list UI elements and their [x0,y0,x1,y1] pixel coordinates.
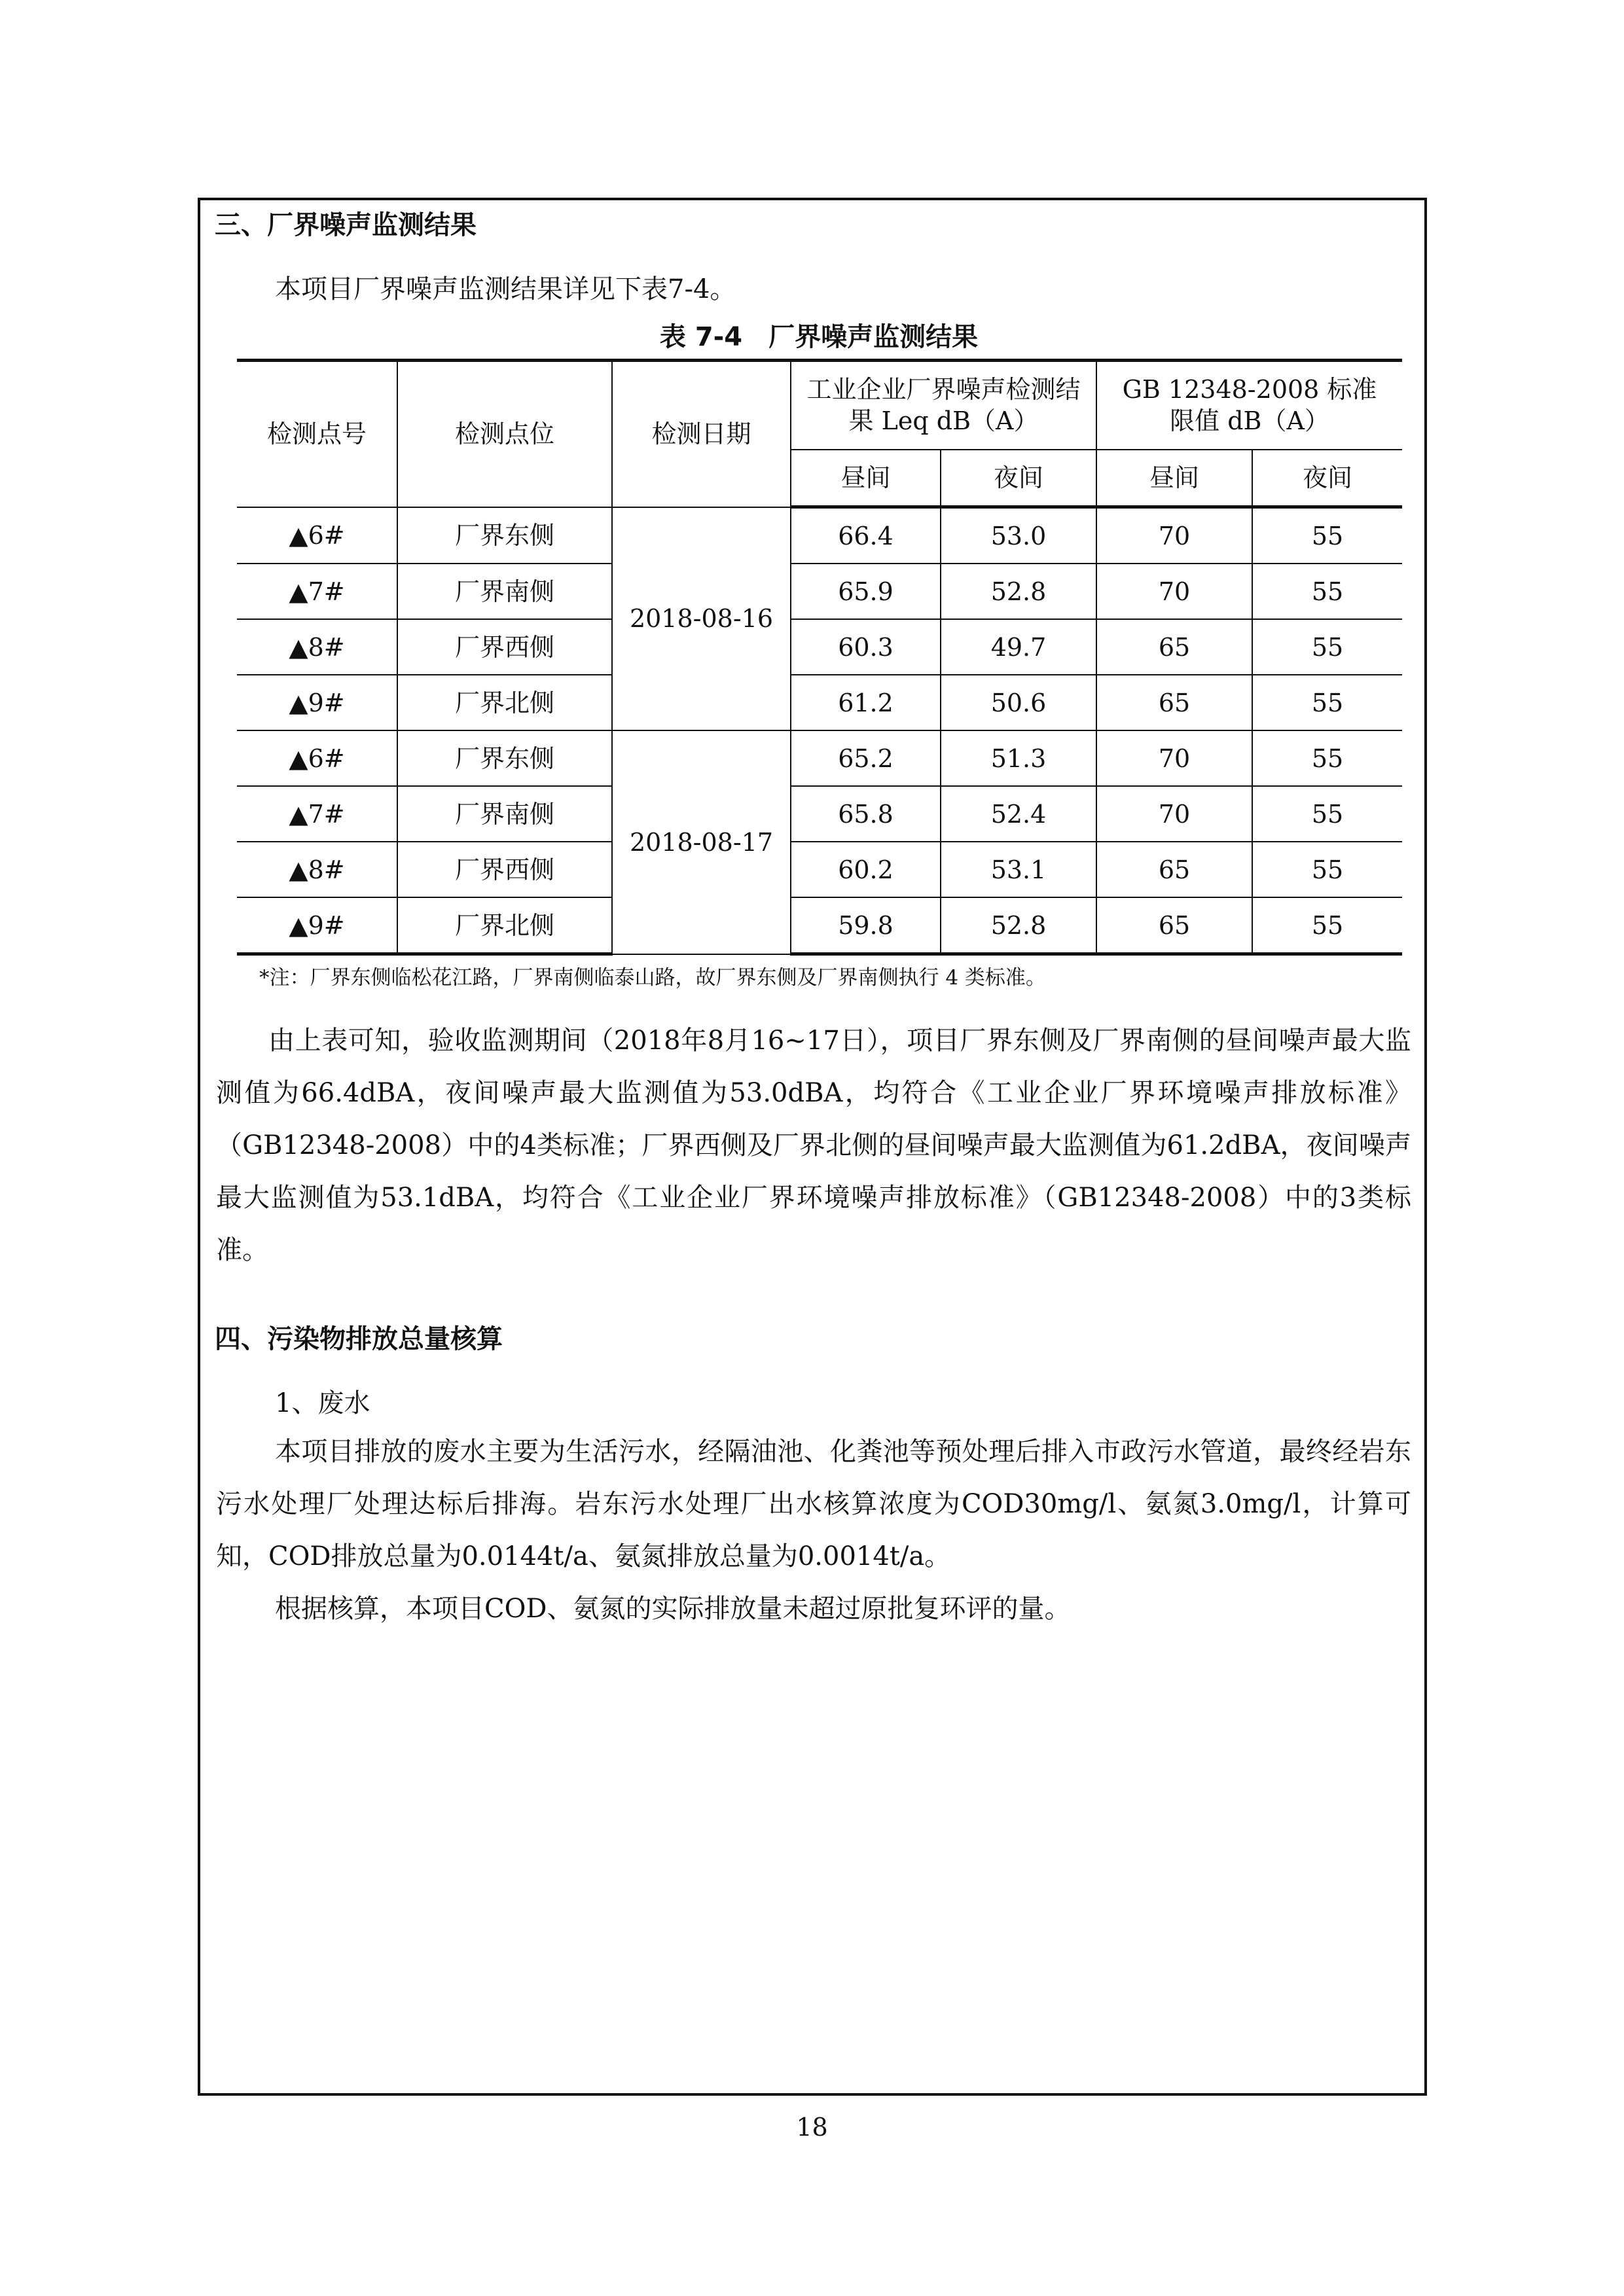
cell-location: 厂界南侧 [397,564,612,619]
table-row [237,507,1402,564]
cell-day: 61.2 [791,675,941,730]
cell-day: 60.3 [791,619,941,675]
cell-std-day: 70 [1096,507,1252,564]
cell-std-night: 55 [1252,564,1402,619]
cell-std-night: 55 [1252,730,1402,786]
header-point-no: 检测点号 [237,361,397,507]
accounting-conclusion-paragraph: 根据核算，本项目COD、氨氮的实际排放量未超过原批复环评的量。 [275,1594,1071,1624]
cell-std-night: 55 [1252,842,1402,897]
table-note: *注：厂界东侧临松花江路，厂界南侧临泰山路，故厂界东侧及厂界南侧执行 4 类标准。 [259,966,1046,990]
header-result-group: 工业企业厂界噪声检测结果 Leq dB（A） [791,361,1096,450]
section-3-heading: 三、厂界噪声监测结果 [215,210,477,240]
cell-std-day: 65 [1096,842,1252,897]
conclusion-paragraph: 由上表可知，验收监测期间（2018年8月16~17日），项目厂界东侧及厂界南侧的昼间噪声最大监测值为66.4dBA，夜间噪声最大监测值为53.0dBA，均符合《工业企业厂界环境噪声排放标准》（GB12348-2008）中的4类标准；厂界西侧及厂界北侧的昼间噪声最大监测值为61.2dBA，夜间噪声最大监测值为53.1dBA，均符合《工业企业厂界环境噪声排放标准》（GB12348-2008）中的3类标准。 [216,1026,1411,1265]
section-3-intro: 本项目厂界噪声监测结果详见下表7-4。 [275,274,736,304]
section-4-heading: 四、污染物排放总量核算 [215,1324,503,1354]
table-row [237,619,1402,675]
cell-day: 65.2 [791,730,941,786]
cell-day: 65.9 [791,564,941,619]
cell-std-night: 55 [1252,786,1402,842]
cell-std-night: 55 [1252,675,1402,730]
section-4-subheading-wastewater: 1、废水 [275,1388,370,1418]
cell-point: ▲6# [237,730,397,786]
cell-point: ▲6# [237,507,397,564]
table-row [237,842,1402,897]
cell-std-day: 65 [1096,897,1252,954]
cell-night: 52.8 [941,564,1096,619]
table-caption-number: 表 7-4 [659,322,743,352]
header-date: 检测日期 [612,361,791,507]
cell-std-day: 65 [1096,619,1252,675]
header-location: 检测点位 [397,361,612,507]
cell-night: 49.7 [941,619,1096,675]
cell-point: ▲9# [237,675,397,730]
table-row [237,564,1402,619]
table-row [237,786,1402,842]
noise-results-table [237,359,1402,956]
page-number: 18 [796,2113,828,2142]
table-row [237,897,1402,954]
cell-std-day: 70 [1096,730,1252,786]
cell-night: 52.4 [941,786,1096,842]
cell-location: 厂界北侧 [397,897,612,954]
cell-day: 66.4 [791,507,941,564]
cell-std-day: 70 [1096,564,1252,619]
table-caption [236,322,1402,352]
cell-point: ▲8# [237,842,397,897]
cell-day: 60.2 [791,842,941,897]
cell-location: 厂界东侧 [397,507,612,564]
cell-night: 50.6 [941,675,1096,730]
cell-std-night: 55 [1252,619,1402,675]
table-caption-title: 厂界噪声监测结果 [768,322,979,352]
table-row [237,675,1402,730]
header-result-day: 昼间 [791,450,941,507]
cell-point: ▲7# [237,786,397,842]
header-standard-day: 昼间 [1096,450,1252,507]
cell-night: 52.8 [941,897,1096,954]
cell-date: 2018-08-17 [612,730,791,954]
header-result-night: 夜间 [941,450,1096,507]
cell-location: 厂界南侧 [397,786,612,842]
cell-night: 53.1 [941,842,1096,897]
cell-day: 65.8 [791,786,941,842]
cell-night: 51.3 [941,730,1096,786]
header-standard-night: 夜间 [1252,450,1402,507]
header-standard-group: GB 12348-2008 标准限值 dB（A） [1096,361,1402,450]
cell-night: 53.0 [941,507,1096,564]
cell-std-day: 65 [1096,675,1252,730]
cell-std-night: 55 [1252,897,1402,954]
cell-location: 厂界东侧 [397,730,612,786]
wastewater-paragraph: 本项目排放的废水主要为生活污水，经隔油池、化粪池等预处理后排入市政污水管道，最终经岩东污水处理厂处理达标后排海。岩东污水处理厂出水核算浓度为COD30mg/l、氨氮3.0mg/l，计算可知，COD排放总量为0.0144t/a、氨氮排放总量为0.0014t/a。 [216,1437,1411,1571]
cell-location: 厂界北侧 [397,675,612,730]
cell-std-night: 55 [1252,507,1402,564]
cell-date: 2018-08-16 [612,507,791,731]
cell-point: ▲9# [237,897,397,954]
cell-point: ▲7# [237,564,397,619]
cell-point: ▲8# [237,619,397,675]
cell-location: 厂界西侧 [397,842,612,897]
cell-std-day: 70 [1096,786,1252,842]
cell-location: 厂界西侧 [397,619,612,675]
cell-day: 59.8 [791,897,941,954]
table-row [237,730,1402,786]
